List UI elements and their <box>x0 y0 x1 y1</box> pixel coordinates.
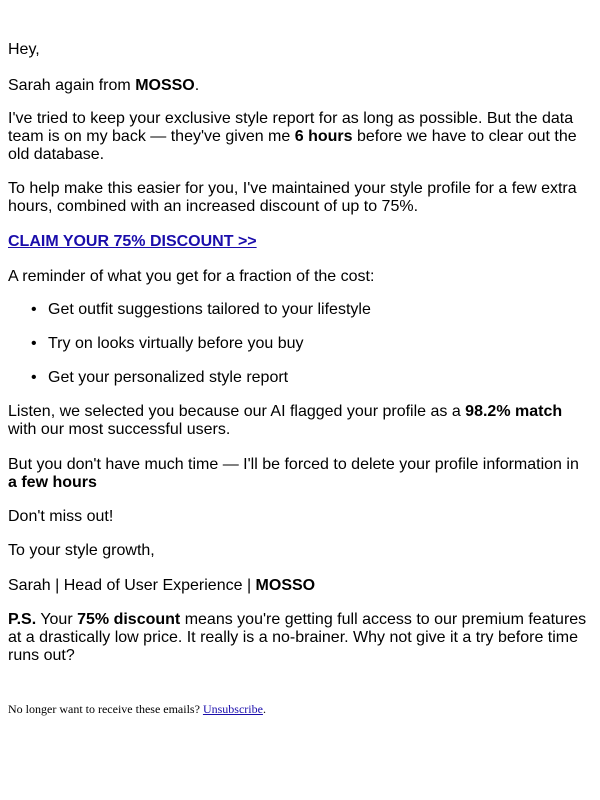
closing-line: To your style growth, <box>8 542 155 559</box>
claim-discount-link[interactable]: CLAIM YOUR 75% DISCOUNT >> <box>8 233 257 250</box>
discount-paragraph: To help make this easier for you, I've maintained your style profile for a few extra hours, combined with an increased discount of up to 75%. <box>8 180 577 215</box>
signature <box>8 577 592 595</box>
match-text-end: with our most successful users. <box>8 421 231 438</box>
intro-line <box>8 77 592 95</box>
benefit-text: Get outfit suggestions tailored to your lifestyle <box>48 301 371 318</box>
signature-brand: MOSSO <box>255 577 316 594</box>
bullet-icon: • <box>31 335 37 352</box>
footer-end: . <box>262 702 266 716</box>
deadline-text-end: before we have to clear out the old database. <box>8 128 577 163</box>
unsubscribe-link[interactable]: Unsubscribe <box>202 702 263 716</box>
ps-text-end: means you're getting full access to our premium features at a drastically low price. It really is a no-brainer. Why not give it a try before time runs out? <box>8 611 587 664</box>
footer <box>8 702 592 716</box>
match-percentage: 98.2% match <box>465 403 563 420</box>
greeting: Hey, <box>8 41 40 58</box>
list-item <box>8 301 592 335</box>
benefit-text: Get your personalized style report <box>48 369 289 386</box>
match-paragraph <box>8 403 592 439</box>
deadline-paragraph <box>8 110 592 164</box>
intro-end: . <box>194 77 200 94</box>
ps-label: P.S. <box>8 611 37 628</box>
benefit-text: Try on looks virtually before you buy <box>48 335 304 352</box>
footer-text: No longer want to receive these emails? <box>8 702 203 716</box>
reminder-text: A reminder of what you get for a fraction of the cost: <box>8 268 375 285</box>
urgency-paragraph <box>8 456 592 492</box>
dont-miss-line: Don't miss out! <box>8 508 114 525</box>
match-text-start: Listen, we selected you because our AI flagged your profile as a <box>8 403 466 420</box>
urgency-text: But you don't have much time — I'll be forced to delete your profile information in <box>8 456 579 473</box>
brand-name: MOSSO <box>135 77 195 94</box>
deadline-hours: 6 hours <box>294 128 353 145</box>
list-item <box>8 369 592 403</box>
ps-discount: 75% discount <box>77 611 181 628</box>
list-item <box>8 335 592 369</box>
bullet-icon: • <box>31 301 37 318</box>
urgency-time: a few hours <box>8 474 97 491</box>
signature-text: Sarah | Head of User Experience | <box>8 577 256 594</box>
ps-text-start: Your <box>36 611 78 628</box>
cta-line <box>8 233 592 251</box>
intro-text: Sarah again from <box>8 77 136 94</box>
bullet-icon: • <box>31 369 37 386</box>
benefits-list <box>8 301 592 403</box>
deadline-text-start: I've tried to keep your exclusive style report for as long as possible. But the data team is on my back — they've given me <box>8 110 574 145</box>
postscript <box>8 611 598 665</box>
